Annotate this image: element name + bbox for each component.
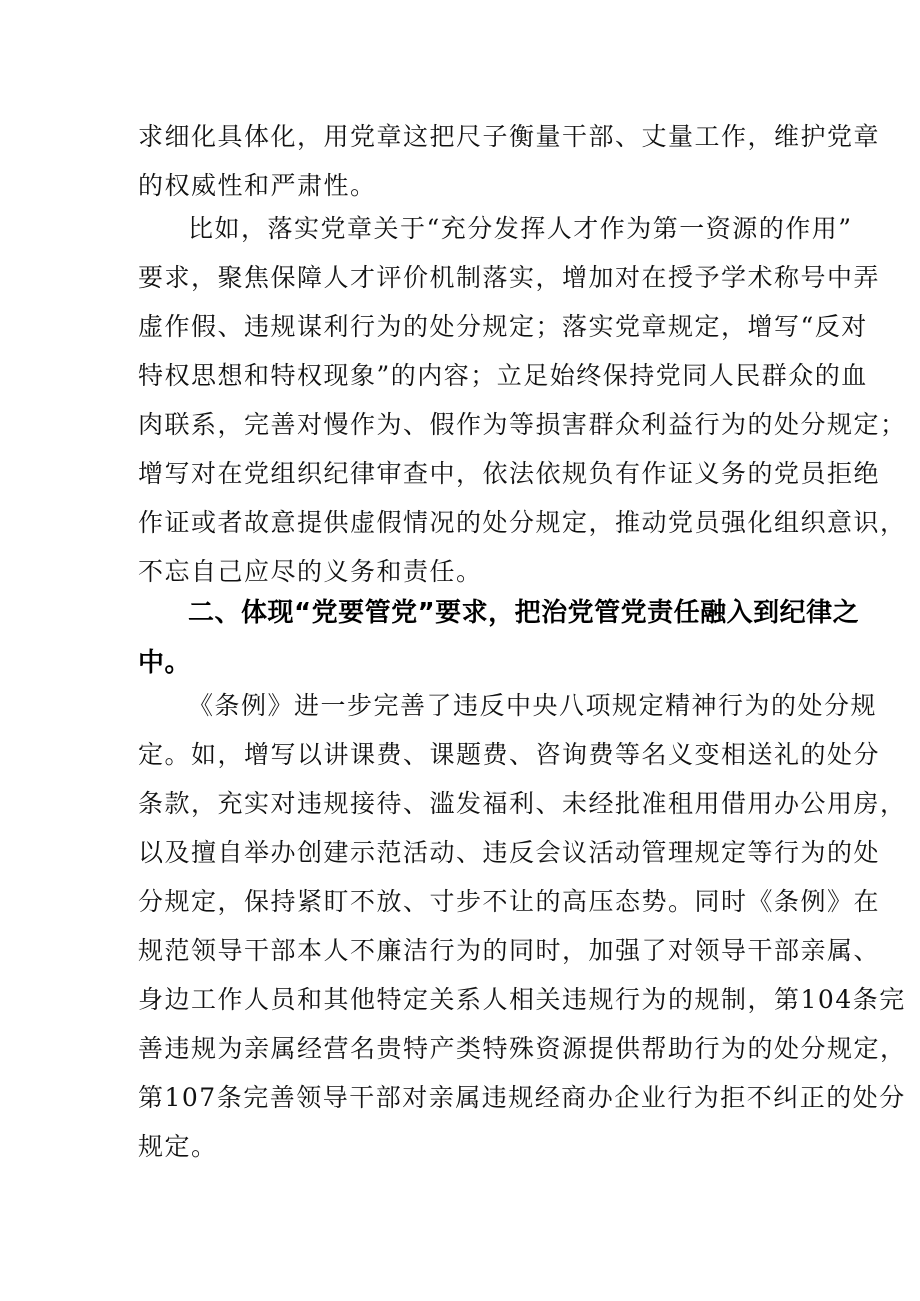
paragraph-line: 分规定，保持紧盯不放、寸步不让的高压态势。同时《条例》在 — [138, 887, 881, 916]
paragraph-line: 不忘自己应尽的义务和责任。 — [138, 557, 483, 586]
paragraph-line: 善违规为亲属经营名贵特产类特殊资源提供帮助行为的处分规定， — [138, 1034, 907, 1063]
paragraph-line: 比如，落实党章关于“充分发挥人才作为第一资源的作用” — [188, 214, 853, 243]
paragraph-line: 肉联系，完善对慢作为、假作为等损害群众利益行为的处分规定； — [138, 410, 907, 439]
paragraph-line: 的权威性和严肃性。 — [138, 171, 377, 200]
paragraph-3 — [138, 681, 907, 1171]
paragraph-line: 《条例》进一步完善了违反中央八项规定精神行为的处分规 — [188, 691, 878, 720]
paragraph-line: 以及擅自举办创建示范活动、违反会议活动管理规定等行为的处 — [138, 838, 881, 867]
paragraph-line: 定。如，增写以讲课费、课题费、咨询费等名义变相送礼的处分 — [138, 740, 881, 769]
paragraph-line: 求细化具体化，用党章这把尺子衡量干部、丈量工作，维护党章 — [138, 122, 881, 151]
heading-line: 中。 — [138, 648, 192, 678]
paragraph-line: 作证或者故意提供虚假情况的处分规定，推动党员强化组织意识， — [138, 508, 907, 537]
heading-line: 二、体现“党要管党”要求，把治党管党责任融入到纪律之 — [188, 598, 860, 628]
paragraph-1 — [138, 112, 881, 210]
paragraph-line: 条款，充实对违规接待、滥发福利、未经批准租用借用办公用房， — [138, 789, 907, 818]
paragraph-line: 第107条完善领导干部对亲属违规经商办企业行为拒不纠正的处分 — [138, 1083, 906, 1112]
paragraph-line: 特权思想和特权现象”的内容；立足始终保持党同人民群众的血 — [138, 361, 868, 390]
paragraph-line: 身边工作人员和其他特定关系人相关违规行为的规制，第104条完 — [138, 985, 906, 1014]
paragraph-line: 规定。 — [138, 1132, 218, 1161]
paragraph-2 — [138, 204, 907, 596]
paragraph-line: 规范领导干部本人不廉洁行为的同时，加强了对领导干部亲属、 — [138, 936, 881, 965]
section-heading — [138, 588, 860, 688]
paragraph-line: 虚作假、违规谋利行为的处分规定；落实党章规定，增写“反对 — [138, 312, 868, 341]
paragraph-line: 要求，聚焦保障人才评价机制落实，增加对在授予学术称号中弄 — [138, 263, 881, 292]
paragraph-line: 增写对在党组织纪律审查中，依法依规负有作证义务的党员拒绝 — [138, 459, 881, 488]
